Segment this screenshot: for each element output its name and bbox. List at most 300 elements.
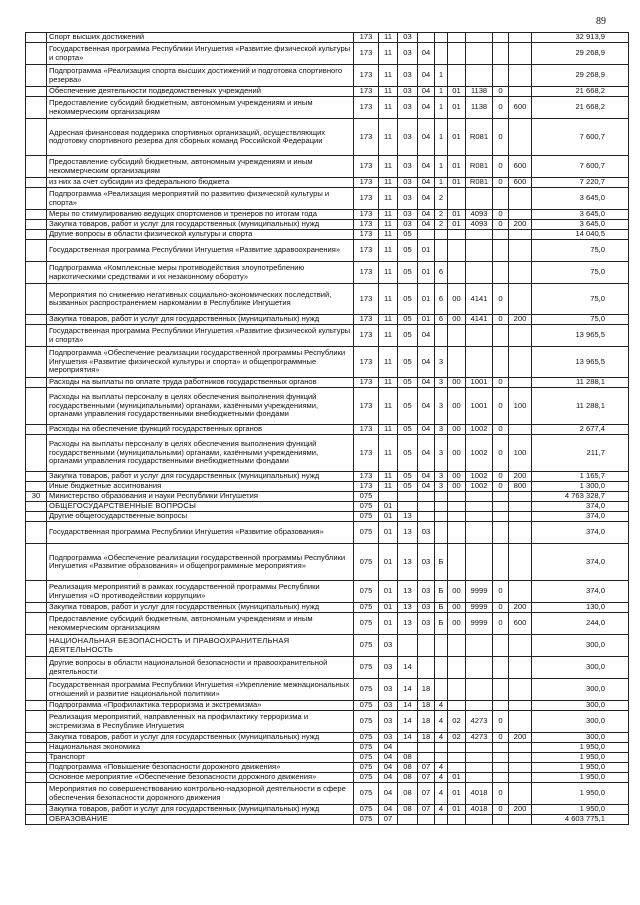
table-row: [26, 491, 628, 501]
code-section-cell: 11: [378, 178, 397, 187]
code-subprogram-cell: 2: [434, 210, 447, 219]
code-subsection-cell: 05: [397, 315, 417, 324]
code-grbs-cell: 075: [353, 773, 378, 782]
code-program-cell: 01: [417, 315, 434, 324]
code-grbs-cell: 173: [353, 425, 378, 434]
code-subprogram-cell: 1: [434, 178, 447, 187]
code-subsection-cell: 05: [397, 435, 417, 471]
code-direction-cell: 4273: [465, 733, 492, 742]
row-number-cell: [26, 603, 46, 612]
amount-cell: 75,0: [531, 315, 608, 324]
code-program-cell: 04: [417, 425, 434, 434]
code-subprogram-cell: [434, 635, 447, 656]
row-name-cell: Закупка товаров, работ и услуг для государственных (муниципальных) нужд: [46, 603, 353, 612]
code-event-cell: 00: [447, 472, 465, 481]
code-section-cell: 03: [378, 701, 397, 710]
code-program-cell: [417, 635, 434, 656]
code-section-cell: 11: [378, 210, 397, 219]
table-row: [26, 656, 628, 678]
row-number-cell: [26, 502, 46, 511]
code-subsection-cell: 08: [397, 753, 417, 762]
row-name-cell: НАЦИОНАЛЬНАЯ БЕЗОПАСНОСТЬ И ПРАВООХРАНИТЕЛЬНАЯ ДЕЯТЕЛЬНОСТЬ: [46, 635, 353, 656]
code-direction-cell: [465, 240, 492, 261]
code-program-cell: [417, 502, 434, 511]
code-expense-type-cell: [508, 230, 531, 239]
code-event-cell: 00: [447, 603, 465, 612]
row-number-cell: [26, 43, 46, 64]
code-program-cell: 04: [417, 156, 434, 177]
code-expense-type-cell: [508, 284, 531, 314]
code-section-cell: 04: [378, 805, 397, 814]
code-digit-cell: [492, 544, 508, 580]
code-event-cell: 01: [447, 220, 465, 229]
code-expense-type-cell: [508, 425, 531, 434]
code-section-cell: 01: [378, 544, 397, 580]
row-number-cell: [26, 701, 46, 710]
table-row: [26, 209, 628, 219]
code-expense-type-cell: 600: [508, 97, 531, 118]
row-name-cell: Реализация мероприятий в рамках государственной программы Республики Ингушетия «О противодействии коррупции»: [46, 581, 353, 602]
code-subsection-cell: 13: [397, 522, 417, 543]
code-grbs-cell: 173: [353, 240, 378, 261]
code-program-cell: 18: [417, 679, 434, 700]
row-number-cell: [26, 733, 46, 742]
code-subsection-cell: 03: [397, 33, 417, 42]
table-row: [26, 602, 628, 612]
table-row: [26, 521, 628, 543]
code-event-cell: [447, 262, 465, 283]
amount-cell: 300,0: [531, 635, 608, 656]
code-expense-type-cell: [508, 753, 531, 762]
code-direction-cell: [465, 512, 492, 521]
code-event-cell: [447, 522, 465, 543]
code-subprogram-cell: 2: [434, 220, 447, 229]
code-digit-cell: [492, 522, 508, 543]
code-grbs-cell: 075: [353, 613, 378, 634]
table-row: [26, 187, 628, 209]
code-program-cell: 01: [417, 240, 434, 261]
code-event-cell: 00: [447, 425, 465, 434]
code-event-cell: 01: [447, 156, 465, 177]
code-section-cell: 11: [378, 435, 397, 471]
code-section-cell: 04: [378, 743, 397, 752]
amount-cell: 29 268,9: [531, 65, 608, 86]
amount-cell: 374,0: [531, 512, 608, 521]
code-subprogram-cell: 6: [434, 284, 447, 314]
code-digit-cell: 0: [492, 388, 508, 424]
code-subprogram-cell: 1: [434, 97, 447, 118]
amount-cell: 1 950,0: [531, 743, 608, 752]
code-direction-cell: 9999: [465, 581, 492, 602]
code-program-cell: [417, 230, 434, 239]
code-program-cell: 04: [417, 65, 434, 86]
code-subsection-cell: 14: [397, 657, 417, 678]
row-name-cell: Закупка товаров, работ и услуг для государственных (муниципальных) нужд: [46, 472, 353, 481]
code-subsection-cell: 03: [397, 210, 417, 219]
code-subprogram-cell: 4: [434, 711, 447, 732]
code-digit-cell: [492, 815, 508, 824]
row-name-cell: ОБРАЗОВАНИЕ: [46, 815, 353, 824]
code-direction-cell: 4093: [465, 220, 492, 229]
amount-cell: 300,0: [531, 679, 608, 700]
code-direction-cell: R081: [465, 156, 492, 177]
code-section-cell: 04: [378, 753, 397, 762]
code-expense-type-cell: [508, 773, 531, 782]
code-event-cell: 01: [447, 119, 465, 155]
amount-cell: 2 677,4: [531, 425, 608, 434]
amount-cell: 300,0: [531, 657, 608, 678]
code-subsection-cell: 03: [397, 43, 417, 64]
code-section-cell: 03: [378, 733, 397, 742]
row-name-cell: Государственная программа Республики Ингушетия «Развитие физической культуры и спорта»: [46, 43, 353, 64]
amount-cell: 11 288,1: [531, 388, 608, 424]
row-name-cell: из них за счет субсидии из федерального бюджета: [46, 178, 353, 187]
code-event-cell: 01: [447, 773, 465, 782]
amount-cell: 3 645,0: [531, 210, 608, 219]
code-direction-cell: 4141: [465, 284, 492, 314]
table-row: [26, 346, 628, 377]
code-digit-cell: [492, 230, 508, 239]
code-grbs-cell: 075: [353, 763, 378, 772]
code-subsection-cell: 13: [397, 544, 417, 580]
row-name-cell: Расходы на обеспечение функций государственных органов: [46, 425, 353, 434]
code-grbs-cell: 173: [353, 65, 378, 86]
row-name-cell: Закупка товаров, работ и услуг для государственных (муниципальных) нужд: [46, 220, 353, 229]
code-subsection-cell: 03: [397, 156, 417, 177]
table-row: [26, 580, 628, 602]
code-expense-type-cell: [508, 43, 531, 64]
code-digit-cell: 0: [492, 711, 508, 732]
amount-cell: 374,0: [531, 522, 608, 543]
code-expense-type-cell: 200: [508, 472, 531, 481]
code-event-cell: 01: [447, 210, 465, 219]
code-expense-type-cell: [508, 522, 531, 543]
code-subsection-cell: 05: [397, 388, 417, 424]
code-subprogram-cell: [434, 230, 447, 239]
code-digit-cell: [492, 43, 508, 64]
code-grbs-cell: 075: [353, 701, 378, 710]
row-name-cell: Подпрограмма «Комплексные меры противодействия злоупотреблению наркотическими средствами и их незаконному обороту»: [46, 262, 353, 283]
code-grbs-cell: 173: [353, 178, 378, 187]
code-subprogram-cell: 2: [434, 188, 447, 209]
row-number-cell: [26, 262, 46, 283]
code-direction-cell: R081: [465, 178, 492, 187]
code-digit-cell: 0: [492, 87, 508, 96]
code-subprogram-cell: [434, 325, 447, 346]
code-expense-type-cell: 200: [508, 315, 531, 324]
code-direction-cell: 4273: [465, 711, 492, 732]
code-expense-type-cell: 600: [508, 156, 531, 177]
row-name-cell: Подпрограмма «Обеспечение реализации государственной программы Республики Ингушетия «Развитие образования» и общепрограммные мероприятия»: [46, 544, 353, 580]
code-subsection-cell: 03: [397, 97, 417, 118]
code-program-cell: 18: [417, 733, 434, 742]
amount-cell: 1 165,7: [531, 472, 608, 481]
amount-cell: 7 600,7: [531, 119, 608, 155]
code-digit-cell: [492, 492, 508, 501]
code-section-cell: 11: [378, 378, 397, 387]
code-subsection-cell: [397, 743, 417, 752]
code-subsection-cell: 05: [397, 240, 417, 261]
code-grbs-cell: 173: [353, 220, 378, 229]
table-row: [26, 804, 628, 814]
amount-cell: 14 040,5: [531, 230, 608, 239]
row-name-cell: Расходы на выплаты персоналу в целях обеспечения выполнения функций государственными (муниципальными) органами, казёнными учреждениями, органами управления государственными внебюджетными фондами: [46, 388, 353, 424]
code-event-cell: 00: [447, 435, 465, 471]
code-expense-type-cell: 200: [508, 805, 531, 814]
amount-cell: 130,0: [531, 603, 608, 612]
code-program-cell: 04: [417, 220, 434, 229]
code-section-cell: 04: [378, 773, 397, 782]
code-digit-cell: 0: [492, 581, 508, 602]
code-subsection-cell: [397, 635, 417, 656]
table-row: [26, 229, 628, 239]
code-direction-cell: 1002: [465, 425, 492, 434]
code-expense-type-cell: 100: [508, 388, 531, 424]
amount-cell: 1 950,0: [531, 763, 608, 772]
code-event-cell: [447, 43, 465, 64]
code-subprogram-cell: [434, 43, 447, 64]
row-name-cell: Мероприятия по снижению негативных социально-экономических последствий, вызванных распространением наркомании в Республике Ингушетия: [46, 284, 353, 314]
code-direction-cell: [465, 657, 492, 678]
code-section-cell: 01: [378, 603, 397, 612]
code-event-cell: 01: [447, 178, 465, 187]
code-subprogram-cell: 3: [434, 347, 447, 377]
code-grbs-cell: 075: [353, 492, 378, 501]
code-expense-type-cell: [508, 679, 531, 700]
code-direction-cell: [465, 230, 492, 239]
amount-cell: 244,0: [531, 613, 608, 634]
code-subsection-cell: 05: [397, 325, 417, 346]
row-number-cell: [26, 284, 46, 314]
code-grbs-cell: 075: [353, 581, 378, 602]
code-direction-cell: 4018: [465, 783, 492, 804]
code-grbs-cell: 173: [353, 325, 378, 346]
row-name-cell: Закупка товаров, работ и услуг для государственных (муниципальных) нужд: [46, 315, 353, 324]
code-section-cell: 11: [378, 97, 397, 118]
code-section-cell: 01: [378, 581, 397, 602]
code-subsection-cell: 03: [397, 188, 417, 209]
code-digit-cell: [492, 657, 508, 678]
code-grbs-cell: 173: [353, 156, 378, 177]
code-expense-type-cell: [508, 544, 531, 580]
row-number-cell: [26, 347, 46, 377]
code-event-cell: [447, 815, 465, 824]
code-subprogram-cell: Б: [434, 581, 447, 602]
code-subsection-cell: 08: [397, 805, 417, 814]
code-subprogram-cell: [434, 815, 447, 824]
row-number-cell: 30: [31, 492, 41, 501]
code-subprogram-cell: 6: [434, 262, 447, 283]
code-direction-cell: [465, 33, 492, 42]
code-grbs-cell: 075: [353, 657, 378, 678]
row-number-cell: [26, 33, 46, 42]
table-row: [26, 261, 628, 283]
code-expense-type-cell: [508, 65, 531, 86]
code-section-cell: 11: [378, 240, 397, 261]
row-name-cell: Подпрограмма «Реализация мероприятий по развитию физической культуры и спорта»: [46, 188, 353, 209]
code-subprogram-cell: [434, 753, 447, 762]
code-direction-cell: [465, 492, 492, 501]
code-expense-type-cell: [508, 711, 531, 732]
budget-table: [25, 32, 629, 825]
code-grbs-cell: 173: [353, 435, 378, 471]
code-subprogram-cell: 1: [434, 87, 447, 96]
amount-cell: 3 645,0: [531, 188, 608, 209]
code-grbs-cell: 075: [353, 502, 378, 511]
amount-cell: 211,7: [531, 435, 608, 471]
code-subsection-cell: 03: [397, 178, 417, 187]
code-direction-cell: [465, 65, 492, 86]
code-grbs-cell: 173: [353, 284, 378, 314]
code-subprogram-cell: [434, 33, 447, 42]
code-direction-cell: [465, 635, 492, 656]
row-name-cell: Предоставление субсидий бюджетным, автономным учреждениям и иным некоммерческим организациям: [46, 156, 353, 177]
amount-cell: 1 950,0: [531, 783, 608, 804]
code-event-cell: 01: [447, 87, 465, 96]
code-grbs-cell: 173: [353, 262, 378, 283]
code-direction-cell: [465, 773, 492, 782]
row-number-cell: [26, 711, 46, 732]
amount-cell: 75,0: [531, 240, 608, 261]
code-section-cell: 01: [378, 502, 397, 511]
code-digit-cell: [492, 753, 508, 762]
code-digit-cell: [492, 773, 508, 782]
code-direction-cell: 1002: [465, 482, 492, 491]
code-digit-cell: [492, 502, 508, 511]
code-expense-type-cell: [508, 783, 531, 804]
code-section-cell: 04: [378, 783, 397, 804]
code-event-cell: 00: [447, 284, 465, 314]
code-program-cell: 04: [417, 435, 434, 471]
code-subprogram-cell: [434, 657, 447, 678]
row-name-cell: Предоставление субсидий бюджетным, автономным учреждениям и иным некоммерческим организациям: [46, 613, 353, 634]
code-grbs-cell: 075: [353, 512, 378, 521]
code-event-cell: [447, 65, 465, 86]
row-name-cell: Иные бюджетные ассигнования: [46, 482, 353, 491]
code-section-cell: 11: [378, 119, 397, 155]
code-grbs-cell: 075: [353, 805, 378, 814]
table-row: [26, 710, 628, 732]
row-number-cell: [26, 425, 46, 434]
row-name-cell: Национальная экономика: [46, 743, 353, 752]
code-digit-cell: [492, 763, 508, 772]
code-grbs-cell: 075: [353, 522, 378, 543]
code-direction-cell: 1002: [465, 472, 492, 481]
code-program-cell: 04: [417, 97, 434, 118]
table-row: [26, 772, 628, 782]
amount-cell: 11 288,1: [531, 378, 608, 387]
code-program-cell: 04: [417, 472, 434, 481]
code-digit-cell: [492, 262, 508, 283]
code-subprogram-cell: [434, 522, 447, 543]
row-number-cell: [26, 657, 46, 678]
code-program-cell: 01: [417, 262, 434, 283]
code-expense-type-cell: 200: [508, 733, 531, 742]
amount-cell: 1 950,0: [531, 773, 608, 782]
code-program-cell: [417, 743, 434, 752]
code-subsection-cell: 05: [397, 482, 417, 491]
table-row: [26, 501, 628, 511]
code-direction-cell: 1138: [465, 97, 492, 118]
row-number-cell: [26, 743, 46, 752]
code-grbs-cell: 075: [353, 603, 378, 612]
code-section-cell: 11: [378, 388, 397, 424]
code-expense-type-cell: [508, 502, 531, 511]
code-direction-cell: 9999: [465, 603, 492, 612]
code-subsection-cell: 05: [397, 378, 417, 387]
code-event-cell: [447, 657, 465, 678]
code-expense-type-cell: 100: [508, 435, 531, 471]
code-direction-cell: [465, 347, 492, 377]
table-row: [26, 678, 628, 700]
code-direction-cell: 1001: [465, 388, 492, 424]
row-number-cell: [26, 325, 46, 346]
code-subsection-cell: 13: [397, 603, 417, 612]
code-event-cell: 02: [447, 733, 465, 742]
row-name-cell: Государственная программа Республики Ингушетия «Развитие физической культуры и спорта»: [46, 325, 353, 346]
code-expense-type-cell: [508, 210, 531, 219]
code-subprogram-cell: 1: [434, 65, 447, 86]
code-subsection-cell: [397, 502, 417, 511]
code-event-cell: [447, 763, 465, 772]
code-subsection-cell: 05: [397, 425, 417, 434]
code-grbs-cell: 075: [353, 753, 378, 762]
code-direction-cell: 4018: [465, 805, 492, 814]
code-section-cell: 11: [378, 325, 397, 346]
row-name-cell: Министерство образования и науки Республики Ингушетия: [46, 492, 353, 501]
code-section-cell: 11: [378, 65, 397, 86]
amount-cell: 13 965,5: [531, 325, 608, 346]
row-number-cell: [26, 635, 46, 656]
code-subprogram-cell: 3: [434, 388, 447, 424]
row-name-cell: Другие вопросы в области физической культуры и спорта: [46, 230, 353, 239]
code-subprogram-cell: [434, 240, 447, 261]
row-name-cell: Государственная программа Республики Ингушетия «Развитие образования»: [46, 522, 353, 543]
code-event-cell: 00: [447, 581, 465, 602]
code-program-cell: [417, 753, 434, 762]
code-subsection-cell: 14: [397, 733, 417, 742]
code-section-cell: 11: [378, 262, 397, 283]
code-digit-cell: 0: [492, 482, 508, 491]
code-section-cell: [378, 492, 397, 501]
code-subprogram-cell: Б: [434, 544, 447, 580]
code-program-cell: 07: [417, 783, 434, 804]
code-subprogram-cell: [434, 492, 447, 501]
table-row: [26, 314, 628, 324]
code-program-cell: 04: [417, 482, 434, 491]
row-name-cell: Расходы на выплаты по оплате труда работников государственных органов: [46, 378, 353, 387]
code-subsection-cell: 13: [397, 613, 417, 634]
code-direction-cell: [465, 188, 492, 209]
code-digit-cell: 0: [492, 603, 508, 612]
amount-cell: 1 300,0: [531, 482, 608, 491]
code-expense-type-cell: [508, 378, 531, 387]
code-program-cell: 07: [417, 773, 434, 782]
row-number-cell: [26, 388, 46, 424]
code-digit-cell: 0: [492, 284, 508, 314]
code-digit-cell: [492, 347, 508, 377]
code-program-cell: 03: [417, 581, 434, 602]
code-event-cell: [447, 679, 465, 700]
code-grbs-cell: 075: [353, 733, 378, 742]
code-program-cell: 03: [417, 544, 434, 580]
table-row: [26, 782, 628, 804]
code-digit-cell: 0: [492, 472, 508, 481]
code-event-cell: 00: [447, 613, 465, 634]
code-section-cell: 11: [378, 188, 397, 209]
code-section-cell: 11: [378, 33, 397, 42]
table-row: [26, 732, 628, 742]
